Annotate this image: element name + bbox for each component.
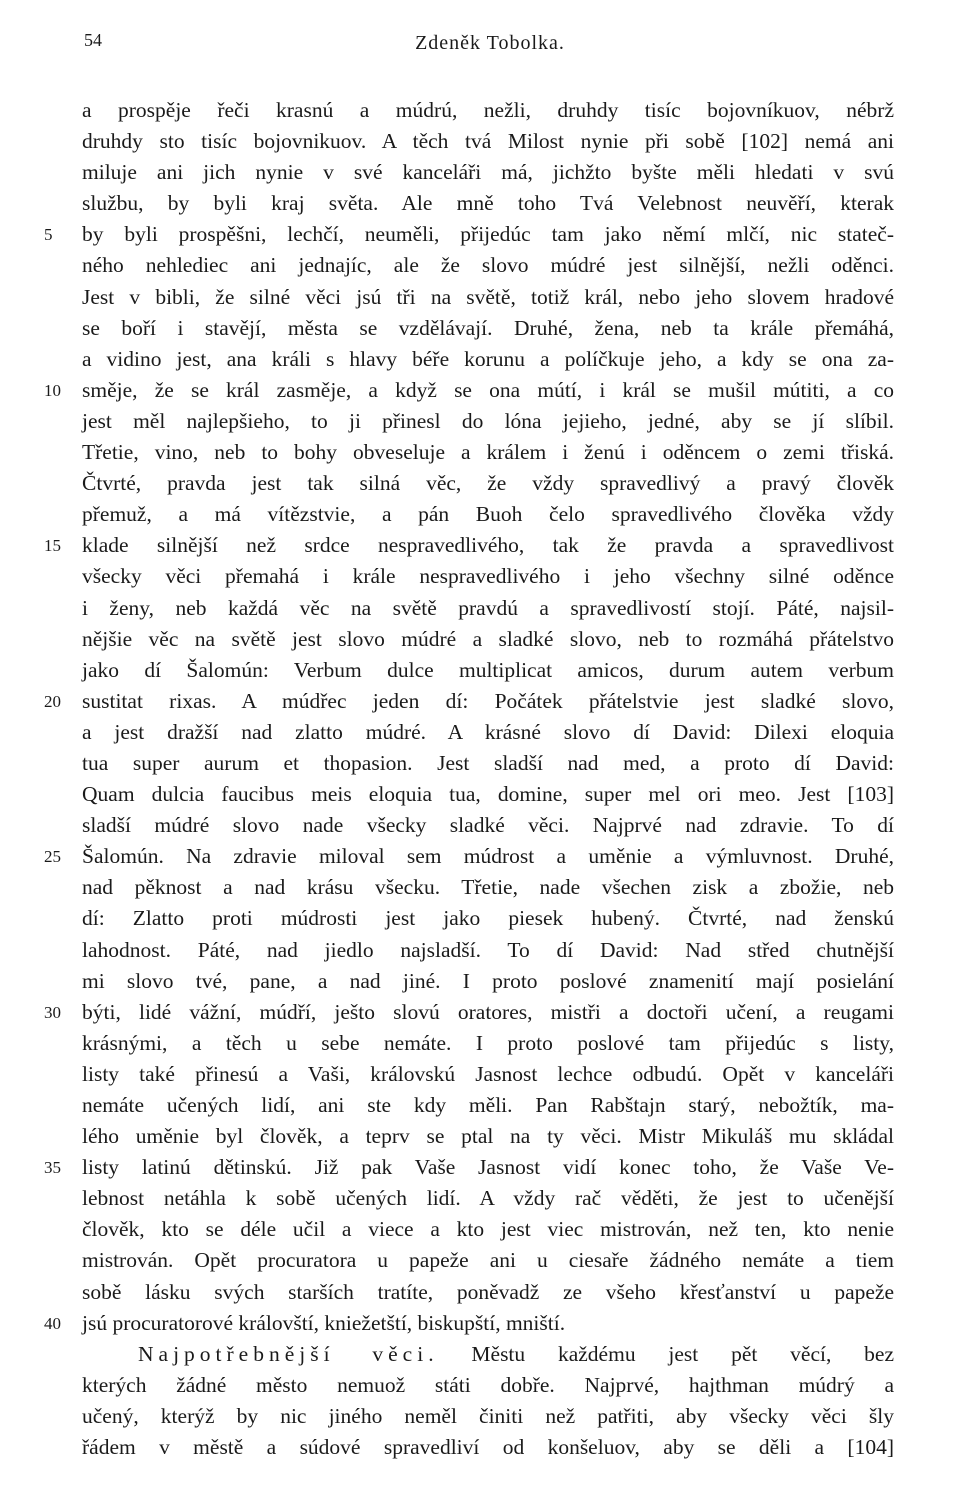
line-text: Čtvrté, pravda jest tak silná věc, že vždy spravedlivý a pravý člověk (82, 471, 894, 496)
text-line (82, 1183, 894, 1214)
text-line (82, 903, 894, 934)
line-number: 15 (44, 536, 61, 556)
text-line (82, 313, 894, 344)
line-text: nemáte učených lidí, ani ste kdy měli. Pan Rabštajn starý, nebožtík, ma- (82, 1093, 894, 1117)
line-text: klade silnější než srdce nespravedlivého, tak že pravda a spravedlivost (82, 533, 894, 558)
text-line: učený, kterýž by nic jiného neměl činiti než patřiti, aby všecky věci šly (82, 1403, 894, 1428)
line-text: a jest dražší nad zlatto múdré. A krásné slovo dí David: Dilexi eloquia (82, 719, 894, 744)
text-line (82, 810, 894, 841)
line-text: by byli prospěšni, lechčí, neuměli, přijedúc tam jako němí mlčí, nic stateč- (82, 222, 894, 247)
text-line (44, 1308, 894, 1339)
line-text: mistrován. Opět procuratora u papeže ani u ciesaře žádného nemáte a tiem (82, 1248, 894, 1273)
text-line (82, 748, 894, 779)
running-head: Zdeněk Tobolka. (415, 32, 565, 54)
paragraph-2-first-line (82, 1339, 894, 1370)
body-text (44, 95, 894, 1463)
text-line (82, 282, 894, 313)
line-text: nějšie věc na světě jest slovo múdré a sladké slovo, neb to rozmáhá přátelstvo (82, 626, 894, 651)
line-text: býti, lidé vážní, múdří, ješto slovú oratores, mistři a doctoři učení, a reugami (82, 999, 894, 1024)
line-number: 40 (44, 1313, 61, 1333)
line-text: sobě lásku svých starších tratíte, poněvadž ze všeho křesťanství u papeže (82, 1279, 894, 1304)
text-line (44, 219, 894, 250)
line-number: 10 (44, 380, 61, 400)
text-line (82, 1028, 894, 1059)
text-line (82, 1214, 894, 1245)
text-line (82, 624, 894, 655)
line-text: a vidino jest, ana králi s hlavy béře korunu a políčkuje jeho, a kdy se ona za- (82, 346, 894, 371)
text-line (82, 1277, 894, 1308)
text-line (44, 1152, 894, 1183)
line-text: sustitat rixas. A múdřec jeden dí: Počátek přátelstvie jest sladké slovo, (82, 688, 894, 713)
text-line (82, 561, 894, 592)
line-text: a prospěje řeči krasnú a múdrú, nežli, druhdy tisíc bojovníkuov, nébrž (82, 98, 894, 122)
text-line (82, 872, 894, 903)
line-number: 25 (44, 847, 61, 867)
line-text: lebnost netáhla k sobě učených lidí. A vždy rač věděti, že jest to učenější (82, 1186, 894, 1211)
text-line (82, 126, 894, 157)
line-text: i ženy, neb každá věc na světě pravdú a spravedlivostí stojí. Páté, najsil- (82, 595, 894, 620)
line-text: nad pěknost a nad krásu všecku. Třetie, nade všechen zisk a zbožie, neb (82, 875, 894, 900)
line-number: 5 (44, 225, 53, 245)
line-number: 35 (44, 1158, 61, 1178)
line-text: lého uměnie byl člověk, a teprv se ptal na ty věci. Mistr Mikuláš mu skládal (82, 1124, 894, 1149)
text-line: Městu každému jest pět věcí, bez (471, 1341, 894, 1366)
text-line: kterých žádné město nemuož státi dobře. Najprvé, hajthman múdrý a (82, 1372, 894, 1397)
text-line (82, 935, 894, 966)
text-line (82, 499, 894, 530)
text-line (82, 250, 894, 281)
line-text: Třetie, vino, neb to bohy obveseluje a králem i ženú i oděncem o zemi třiská. (82, 440, 894, 465)
line-text: listy také přinesú a Vaši, královskú Jasnost lechce odbudú. Opět v kanceláři (82, 1061, 894, 1086)
text-line (44, 375, 894, 406)
text-line (82, 966, 894, 997)
line-text: Jest v bibli, že silné věci jsú tři na světě, totiž král, nebo jeho slovem hradové (82, 284, 894, 309)
text-line: řádem v městě a súdové spravedliví od konšeluov, aby se děli a [104] (82, 1435, 894, 1460)
text-line (44, 997, 894, 1028)
text-line (82, 406, 894, 437)
line-text: listy latinú dětinskú. Již pak Vaše Jasnost vidí konec toho, že Vaše Ve- (82, 1155, 894, 1180)
text-line (82, 1059, 894, 1090)
line-text: ného nehlediec ani jednajíc, ale že slovo múdré jest silnější, nežli oděnci. (82, 253, 894, 278)
line-text: se boří i stavějí, města se vzdělávají. Druhé, žena, neb ta krále přemáhá, (82, 315, 894, 340)
text-line (44, 686, 894, 717)
text-line (82, 655, 894, 686)
line-text: krásnými, a těch u sebe nemáte. I proto poslové tam přijedúc s listy, (82, 1030, 894, 1055)
line-text: mi slovo tvé, pane, a nad jiné. I proto poslové znamenití mají posielání (82, 968, 894, 993)
text-line (82, 95, 894, 126)
line-text: sladší múdré slovo nade všecky sladké věci. Najprvé nad zdravie. To dí (82, 813, 894, 838)
text-line (82, 593, 894, 624)
text-line (82, 1121, 894, 1152)
text-line (82, 344, 894, 375)
line-number: 30 (44, 1002, 61, 1022)
line-text: jsú procuratorové královští, kniežetští, biskupští, mniští. (82, 1310, 566, 1335)
text-line (44, 530, 894, 561)
text-line (82, 779, 894, 810)
line-text: směje, že se král zasměje, a když se ona mútí, i král se mušil mútiti, a co (82, 377, 894, 402)
text-line (82, 188, 894, 219)
line-text: Šalomún. Na zdravie miloval sem múdrost a uměnie a výmluvnost. Druhé, (82, 844, 894, 869)
text-line (82, 157, 894, 188)
line-text: všecky věci přemahá i krále nespravedlivého i jeho všechny silné oděnce (82, 564, 894, 589)
line-text: přemuž, a má vítězstvie, a pán Buoh čelo spravedlivého člověka vždy (82, 502, 894, 527)
line-text: druhdy sto tisíc bojovnikuov. A těch tvá Milost nynie při sobě [102] nemá ani (82, 129, 894, 154)
text-line (82, 717, 894, 748)
text-line (82, 1245, 894, 1276)
text-line (82, 437, 894, 468)
line-text: jest měl najlepšieho, to ji přinesl do lóna jejieho, jedné, aby se jí slíbil. (82, 408, 894, 433)
text-line (82, 468, 894, 499)
text-line (44, 841, 894, 872)
line-number: 20 (44, 691, 61, 711)
line-text: tua super aurum et thopasion. Jest sladší nad med, a proto dí David: (82, 750, 894, 775)
text-line (82, 1090, 894, 1121)
line-text: službu, by byli kraj světa. Ale mně toho Tvá Velebnost neuvěří, kterak (82, 191, 894, 216)
line-text: člověk, kto se déle učil a viece a kto jest viec mistrován, než ten, kto nenie (82, 1217, 894, 1242)
page-number: 54 (84, 30, 102, 50)
line-text: Quam dulcia faucibus meis eloquia tua, domine, super mel ori meo. Jest [103] (82, 782, 894, 807)
line-text: dí: Zlatto proti múdrosti jest jako piesek hubený. Čtvrté, nad ženskú (82, 906, 894, 931)
line-text: lahodnost. Páté, nad jiedlo najsladší. To dí David: Nad střed chutnější (82, 937, 894, 962)
line-text: jako dí Šalomún: Verbum dulce multiplicat amicos, durum autem verbum (82, 657, 894, 682)
section-heading: Najpotřebnější věci. (138, 1341, 439, 1366)
line-text: miluje ani jich nynie v své kanceláři má, jichžto byšte měli hledati v svú (82, 160, 894, 185)
